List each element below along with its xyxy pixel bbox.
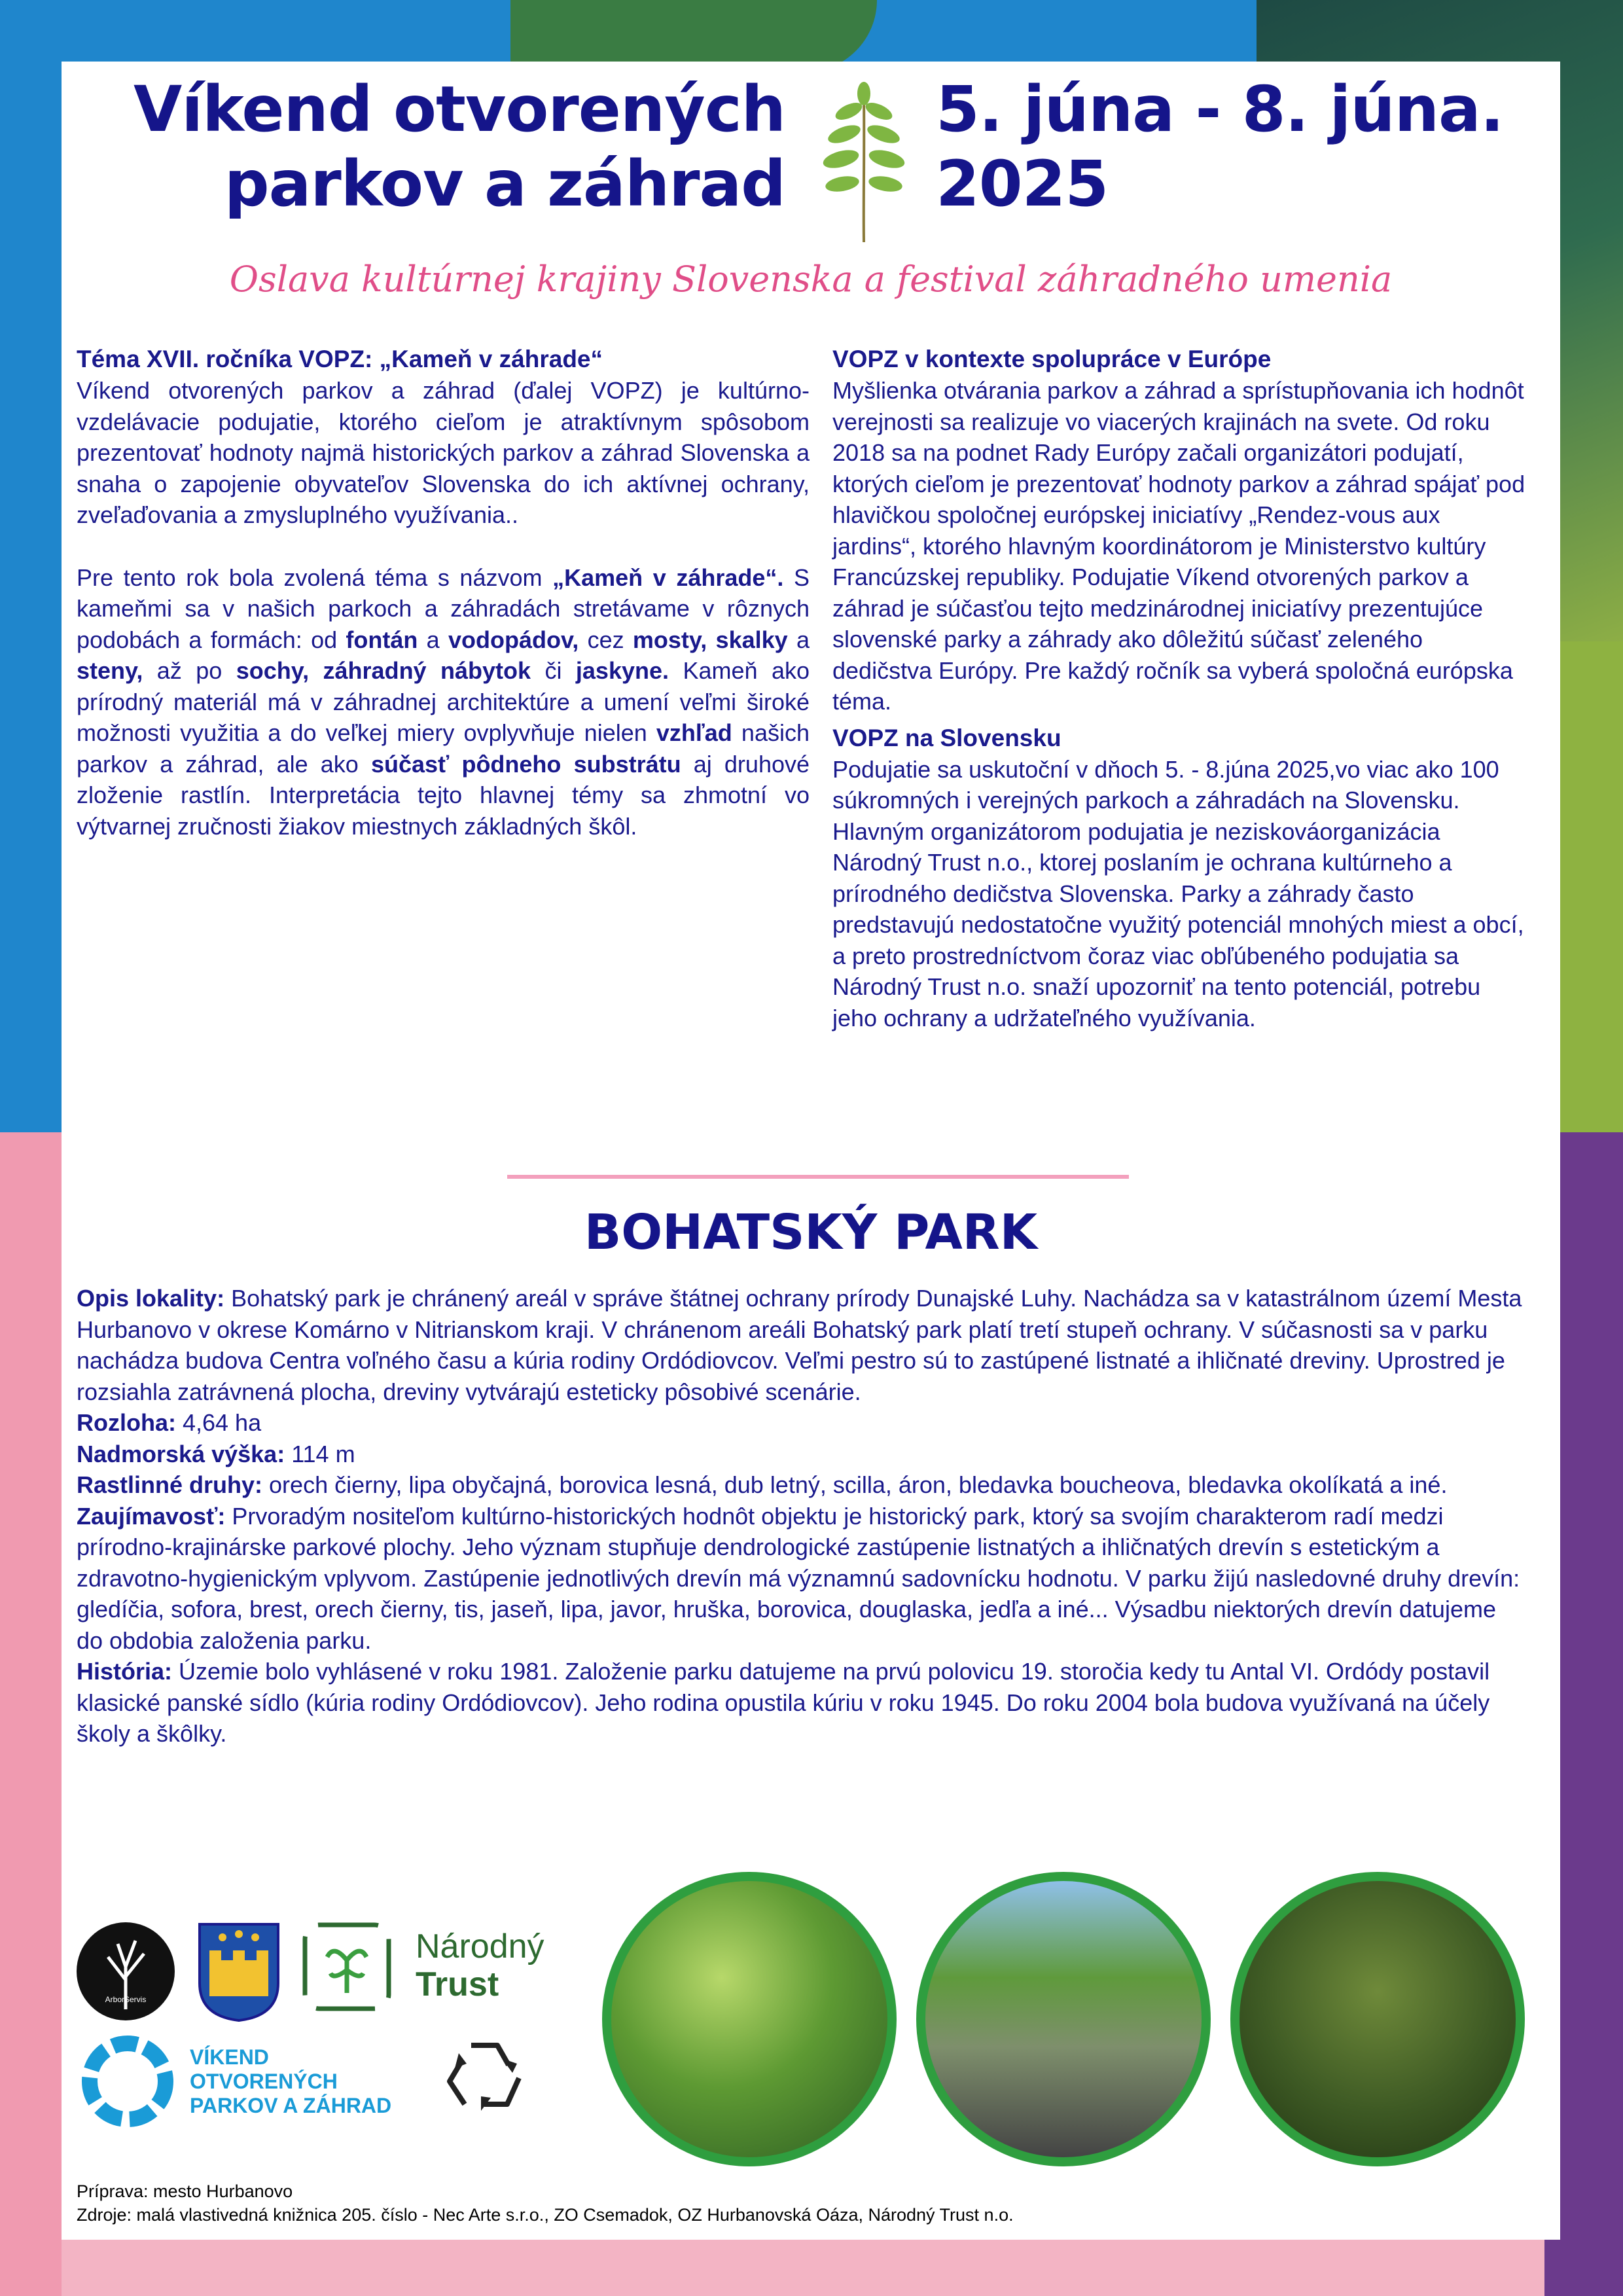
theme-name: „Kameň v záhrade“. [552,564,784,591]
intro-paragraph: Víkend otvorených parkov a záhrad (ďalej VOPZ) je kultúrno-vzdelávacie podujatie, ktorého cieľom je atraktívnym spôsobom prezentovať hodnoty najmä historických parkov a záhrad Slovenska a snaha o zapojenie obyvateľov Slovenska do ich aktívnej ochrany, zveľaďovania a zmysluplného využívania.. [77,377,810,528]
section-divider [507,1175,1129,1179]
theme-text: cez [579,626,633,653]
recycle-icon [435,2032,533,2127]
vopz-logo-line2: OTVORENÝCH [190,2070,338,2093]
tagline: Oslava kultúrnej krajiny Slovenska a festival záhradného umenia [229,259,1393,300]
theme-keyword: mosty, skalky [632,626,788,653]
vopz-logo-line3: PARKOV A ZÁHRAD [190,2094,392,2117]
photo-children-activity [916,1872,1211,2166]
theme-keyword: sochy, záhradný nábytok [236,657,531,684]
event-title [105,72,785,221]
arborservis-logo-text: ArborServis [105,1995,147,2004]
park-history [77,1656,1526,1749]
theme-text: či [531,657,576,684]
theme-text: S kameňmi sa v našich parkoch a záhradách stretávame v rôznych podobách a formách: od [77,564,810,653]
right-column [832,344,1526,1039]
park-history-text: Územie bolo vyhlásené v roku 1981. Založenie parku datujeme na prvú polovicu 19. storočia kedy tu Antal VI. Ordódy postavil klasické panské sídlo (kúria rodiny Ordódiovcov). Jeho rodina opustila kúriu v roku 1945. Do roku 2004 bola budova využívaná na účely školy a škôlky. [77,1658,1490,1747]
park-interest [77,1501,1526,1657]
slovakia-paragraph: Podujatie sa uskutoční v dňoch 5. - 8.júna 2025,vo viac ako 100 súkromných i verejných parkoch a záhradách na Slovensku. Hlavným organizátorom podujatia je neziskováorganizácia Národný Trust n.o., ktorej poslaním je ochrana kultúrneho a prírodného dedičstva Slovenska. Parky a záhrady často predstavujú nedostatočne využitý potenciál mnohých miest a obcí, a preto prostredníctvom čoraz viac obľúbeného podujatia sa Národný Trust n.o. snaží upozorniť na tento potenciál, potrebu jeho ochrany a udržateľného využívania. [832,755,1524,1031]
theme-keyword: vzhľad [656,719,732,746]
hurbanovo-coat-of-arms [196,1921,281,2022]
footer-sources: Zdroje: malá vlastivedná knižnica 205. číslo - Nec Arte s.r.o., ZO Csemadok, OZ Hurbanovská Oáza, Národný Trust n.o. [77,2205,1014,2225]
vopz-logo-line1: VÍKEND [190,2045,269,2069]
park-altitude [77,1439,1526,1470]
footer [77,2179,1014,2227]
sapling-icon [815,82,913,242]
slovakia-heading: VOPZ na Slovensku [832,724,1061,751]
theme-paragraph [77,562,810,842]
event-date-range: 5. júna - 8. júna. [936,73,1504,146]
park-location [77,1283,1526,1407]
event-dates [936,72,1525,221]
narodny-trust-text1: Národný [416,1928,544,1965]
park-altitude-label: Nadmorská výška: [77,1440,285,1467]
europe-heading: VOPZ v kontexte spolupráce v Európe [832,346,1272,372]
park-title: BOHATSKÝ PARK [584,1204,1038,1261]
park-species [77,1469,1526,1501]
narodny-trust-logo [416,1928,544,2003]
theme-keyword: fontán [346,626,418,653]
park-history-label: História: [77,1658,173,1685]
footer-preparation: Príprava: mesto Hurbanovo [77,2181,293,2201]
park-altitude-value: 114 m [285,1440,355,1467]
event-title-line1: Víkend otvorených [133,73,785,146]
theme-text: Pre tento rok bola zvolená téma s názvom [77,564,553,591]
park-area-label: Rozloha: [77,1409,176,1436]
park-description [77,1283,1526,1749]
theme-text: a [787,626,810,653]
photo-arborist [602,1872,897,2166]
photo-children-tree [1230,1872,1525,2166]
park-interest-text: Prvoradým nositeľom kultúrno-historických hodnôt objektu je historický park, ktorý sa svojím charakterom radí medzi prírodno-krajinárske parkové plochy. Jeho význam stupňuje dendrologické zastúpenie listnatých a ihličnatých drevín s estetickým a zdravotno-hygienickým vplyvom. Zastúpenie jednotlivých drevín má významnú sadovnícku hodnotu. V parku žijú nasledovné druhy drevín: gledíčia, sofora, brest, orech čierny, tis, jaseň, lipa, javor, hruška, borovica, douglaska, jedľa a iné... Výsadbu niektorých drevín datujeme do obdobia založenia parku. [77,1502,1520,1654]
theme-keyword: vodopádov, [448,626,579,653]
theme-text: Kameň ako prírodný materiál má v záhradnej architektúre a umení veľmi široké možnosti využitia a do veľkej miery ovplyvňuje nielen [77,657,810,746]
theme-text: až po [143,657,236,684]
vopz-logo-icon [79,2032,177,2130]
theme-keyword: jaskyne. [575,657,669,684]
park-area-value: 4,64 ha [175,1409,262,1436]
theme-keyword: steny, [77,657,143,684]
theme-heading: Téma XVII. ročníka VOPZ: „Kameň v záhrade“ [77,346,603,372]
theme-keyword: súčasť pôdneho substrátu [370,750,681,778]
arborservis-logo [75,1921,177,2022]
europe-paragraph: Myšlienka otvárania parkov a záhrad a sprístupňovania ich hodnôt verejnosti sa realizuje vo viacerých krajinách na svete. Od roku 2018 sa na podnet Rady Európy začali organizátori podujatí, ktorých cieľom je prezentovať hodnoty parkov a záhrad spájať pod hlavičkou spoločnej európskej iniciatívy „Rendez-vous aux jardins“, ktorého hlavným koordinátorom je Ministerstvo kultúry Francúzskej republiky. Podujatie Víkend otvorených parkov a záhrad je súčasťou tejto medzinárodnej iniciatívy prezentujúce slovenské parky a záhrady ako dôležitú súčasť zeleného dedičstva Európy. Pre každý ročník sa vyberá spoločná európska téma. [832,377,1525,715]
park-interest-label: Zaujímavosť: [77,1502,226,1530]
park-species-label: Rastlinné druhy: [77,1471,263,1498]
vopz-logo-text [190,2045,391,2118]
theme-text: aj druhové zloženie rastlín. Interpretácia tejto hlavnej témy sa zhmotní vo výtvarnej zručnosti žiakov miestnych základných škôl. [77,750,810,840]
background-pink-left [0,1132,62,2296]
park-species-text: orech čierny, lipa obyčajná, borovica lesná, dub letný, scilla, áron, bledavka boucheova, bledavka okolíkatá a iné. [262,1471,1448,1498]
event-title-line2: parkov a záhrad [224,147,785,221]
narodny-trust-icon [301,1921,393,2013]
event-year: 2025 [936,147,1109,221]
park-area [77,1407,1526,1439]
narodny-trust-text2: Trust [416,1965,499,2003]
theme-text: našich parkov a záhrad, ale ako [77,719,810,778]
park-location-label: Opis lokality: [77,1285,225,1312]
theme-text: a [418,626,448,653]
left-column [77,344,810,842]
park-location-text: Bohatský park je chránený areál v správe štátnej ochrany prírody Dunajské Luhy. Nachádza sa v katastrálnom území Mesta Hurbanovo v okrese Komárno v Nitrianskom kraji. V chránenom areáli Bohatský park platí tretí stupeň ochrany. V súčasnosti sa v parku nachádza budova Centra voľného času a kúria rodiny Ordódiovcov. Veľmi pestro sú to zastúpené listnaté a ihličnaté dreviny. Uprostred je rozsiahla zatrávnená plocha, dreviny vytvárajú esteticky pôsobivé scenárie. [77,1285,1522,1405]
